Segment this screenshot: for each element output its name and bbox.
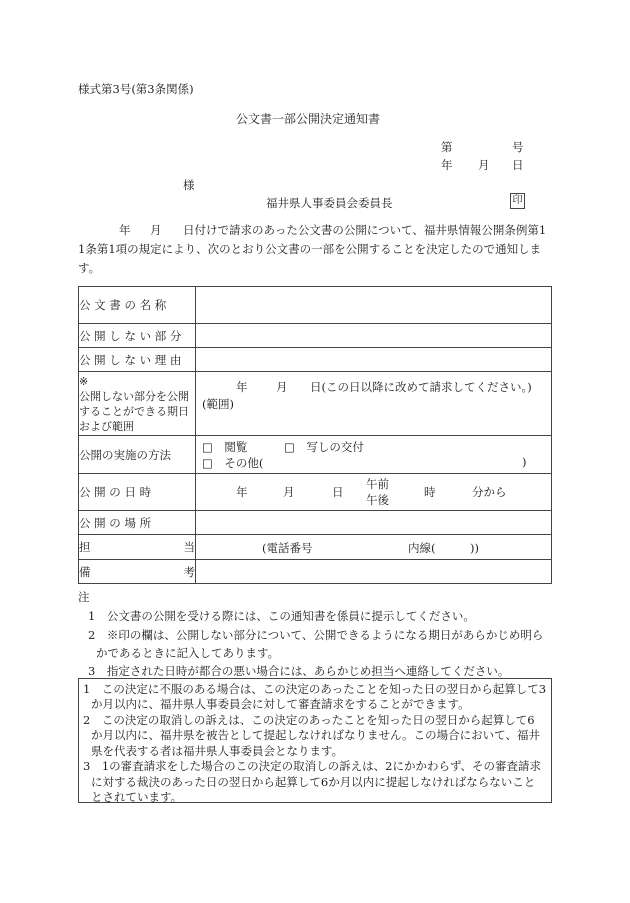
notice-3b: に対する裁決のあった日の翌日から起算して6か月以内に提起しなければならないこと: [91, 775, 536, 789]
form-table: [78, 286, 552, 584]
notice-3c: とされています。: [91, 790, 183, 804]
notice-1a: 1 この決定に不服のある場合は、この決定のあったことを知った日の翌日から起算して3: [83, 682, 547, 696]
disclosable-date-label-text: 公開しない部分を公開することができる期日および範囲: [79, 389, 189, 433]
row-datetime-label: 公 開 の 日 時: [79, 474, 196, 511]
page-title: 公文書一部公開決定通知書: [236, 112, 381, 126]
row-remarks-field[interactable]: [196, 560, 552, 584]
option-other-close: ): [522, 455, 527, 469]
body-line3: す。: [78, 261, 101, 275]
issuer-name: 福井県人事委員会委員長: [266, 196, 393, 210]
option-other[interactable]: □ その他(: [202, 456, 264, 470]
body-month: 月: [150, 223, 162, 237]
option-viewing[interactable]: □ 閲覧: [202, 440, 248, 454]
notice-3a: 3 1の審査請求をした場合のこの決定の取消しの訴えは、2にかかわらず、その審査請求: [83, 759, 542, 773]
disclosable-month: 月: [276, 380, 288, 394]
row-method-field: [196, 436, 552, 474]
row-contact-field[interactable]: [196, 535, 552, 560]
seal-mark: 印: [510, 193, 525, 209]
notes-heading: 注: [78, 590, 90, 604]
note-mark: ※: [79, 374, 89, 388]
disclosable-day-note: 日(この日以降に改めて請求してください。): [310, 380, 532, 394]
row-place-label: 公 開 の 場 所: [79, 511, 196, 535]
datetime-pm: 午後: [366, 493, 389, 507]
body-line1: 日付けで請求のあった公文書の公開について、福井県情報公開条例第1: [183, 223, 547, 237]
recipient-sama: 様: [183, 178, 195, 192]
body-year: 年: [119, 223, 131, 237]
note-1: 1 公文書の公開を受ける際には、この通知書を係員に提示してください。: [88, 609, 475, 623]
number-go: 号: [512, 140, 524, 154]
appeal-notice-box: [78, 678, 552, 803]
datetime-hour: 時: [424, 485, 436, 499]
date-day: 日: [512, 158, 524, 172]
disclosable-year: 年: [236, 380, 248, 394]
datetime-month: 月: [283, 485, 295, 499]
number-dai: 第: [441, 140, 453, 154]
row-datetime-field[interactable]: [196, 474, 552, 511]
row-undisclosed-part-field[interactable]: [196, 324, 552, 348]
row-remarks-label: 備 考: [79, 560, 196, 584]
row-place-field[interactable]: [196, 511, 552, 535]
row-document-name-label: 公 文 書 の 名 称: [79, 287, 196, 324]
datetime-day: 日: [332, 485, 344, 499]
note-3: 3 指定された日時が都合の悪い場合には、あらかじめ担当へ連絡してください。: [88, 664, 510, 678]
row-contact-label: 担 当: [79, 535, 196, 560]
note-2b: かであるときに記入してあります。: [96, 646, 280, 660]
datetime-year: 年: [236, 485, 248, 499]
row-disclosable-date-label: [79, 372, 196, 436]
row-undisclosed-reason-field[interactable]: [196, 348, 552, 372]
note-2a: 2 ※印の欄は、公開しない部分について、公開できるようになる期日があらかじめ明ら: [88, 628, 544, 642]
notice-2c: 県を代表する者は福井県人事委員会となります。: [91, 744, 344, 758]
option-copy[interactable]: □ 写しの交付: [284, 440, 364, 454]
row-method-label: 公開の実施の方法: [79, 436, 196, 474]
row-disclosable-date-field[interactable]: [196, 372, 552, 436]
body-line2: 1条第1項の規定により、次のとおり公文書の一部を公開することを決定したので通知しま: [78, 242, 542, 256]
date-year: 年: [441, 158, 453, 172]
datetime-minute: 分から: [472, 485, 507, 499]
notice-2b: か月以内に、福井県を被告として提起しなければなりません。この場合において、福井: [91, 728, 540, 742]
row-undisclosed-reason-label: 公 開 し な い 理 由: [79, 348, 196, 372]
row-document-name-field[interactable]: [196, 287, 552, 324]
row-undisclosed-part-label: 公 開 し な い 部 分: [79, 324, 196, 348]
notice-1b: か月以内に、福井県人事委員会に対して審査請求をすることができます。: [91, 697, 470, 711]
contact-phone: (電話番号: [262, 541, 313, 555]
form-number: 様式第3号(第3条関係): [78, 82, 194, 96]
disclosable-range: (範囲): [202, 397, 234, 411]
contact-extension: 内線( )): [408, 541, 479, 555]
datetime-am: 午前: [366, 477, 389, 491]
notice-2a: 2 この決定の取消しの訴えは、この決定のあったことを知った日の翌日から起算して6: [83, 713, 535, 727]
date-month: 月: [478, 158, 490, 172]
